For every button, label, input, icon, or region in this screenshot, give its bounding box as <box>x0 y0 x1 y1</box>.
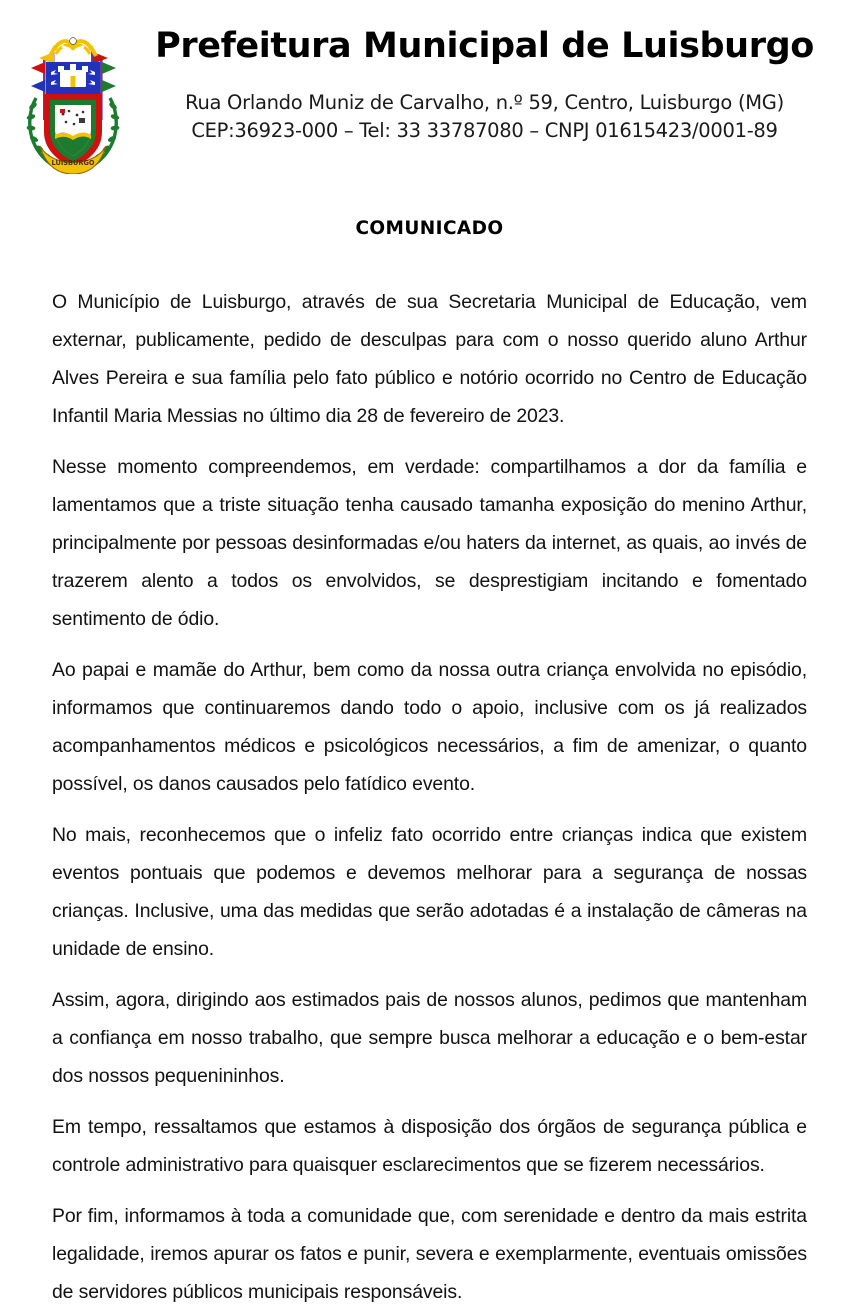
organization-title: Prefeitura Municipal de Luisburgo <box>155 26 814 66</box>
paragraph: Nesse momento compreendemos, em verdade: compartilhamos a dor da família e lamentamos que a triste situação tenha causado tamanha exposição do menino Arthur, principalmente por pessoas desinformadas e/ou haters da internet, as quais, ao invés de trazerem alento a todos os envolvidos, se desprestigiam incitando e fomentado sentimento de ódio. <box>52 456 807 630</box>
paragraph: No mais, reconhecemos que o infeliz fato ocorrido entre crianças indica que existem eventos pontuais que podemos e devemos melhorar para a segurança de nossas crianças. Inclusive, uma das medidas que serão adotadas é a instalação de câmeras na unidade de ensino. <box>52 824 807 960</box>
paragraph: Por fim, informamos à toda a comunidade que, com serenidade e dentro da mais estrita legalidade, iremos apurar os fatos e punir, severa e exemplarmente, eventuais omissões de servidores públicos municipais responsáveis. <box>52 1205 807 1303</box>
document-header <box>0 0 859 180</box>
paragraph: O Município de Luisburgo, através de sua Secretaria Municipal de Educação, vem externar, publicamente, pedido de desculpas para com o nosso querido aluno Arthur Alves Pereira e sua família pelo fato público e notório ocorrido no Centro de Educação Infantil Maria Messias no último dia 28 de fevereiro de 2023. <box>52 291 807 427</box>
address-line-2: CEP:36923-000 – Tel: 33 33787080 – CNPJ 01615423/0001-89 <box>191 118 778 142</box>
organization-address <box>150 89 819 144</box>
crest-banner-text: LUISBURGO <box>51 159 95 167</box>
header-text-block <box>150 26 819 145</box>
document-body <box>52 283 807 1311</box>
document-heading: COMUNICADO <box>355 218 504 239</box>
paragraph: Em tempo, ressaltamos que estamos à disposição dos órgãos de segurança pública e controle administrativo para quaisquer esclarecimentos que se fizerem necessários. <box>52 1116 807 1176</box>
paragraph: Ao papai e mamãe do Arthur, bem como da nossa outra criança envolvida no episódio, informamos que continuaremos dando todo o apoio, inclusive com os já realizados acompanhamentos médicos e psicológicos necessários, a fim de amenizar, o quanto possível, os danos causados pelo fatídico evento. <box>52 659 807 795</box>
coat-of-arms-icon <box>22 32 124 174</box>
address-line-1: Rua Orlando Muniz de Carvalho, n.º 59, Centro, Luisburgo (MG) <box>185 91 784 115</box>
paragraph: Assim, agora, dirigindo aos estimados pais de nossos alunos, pedimos que mantenham a confiança em nosso trabalho, que sempre busca melhorar a educação e o bem-estar dos nossos pequenininhos. <box>52 989 807 1087</box>
